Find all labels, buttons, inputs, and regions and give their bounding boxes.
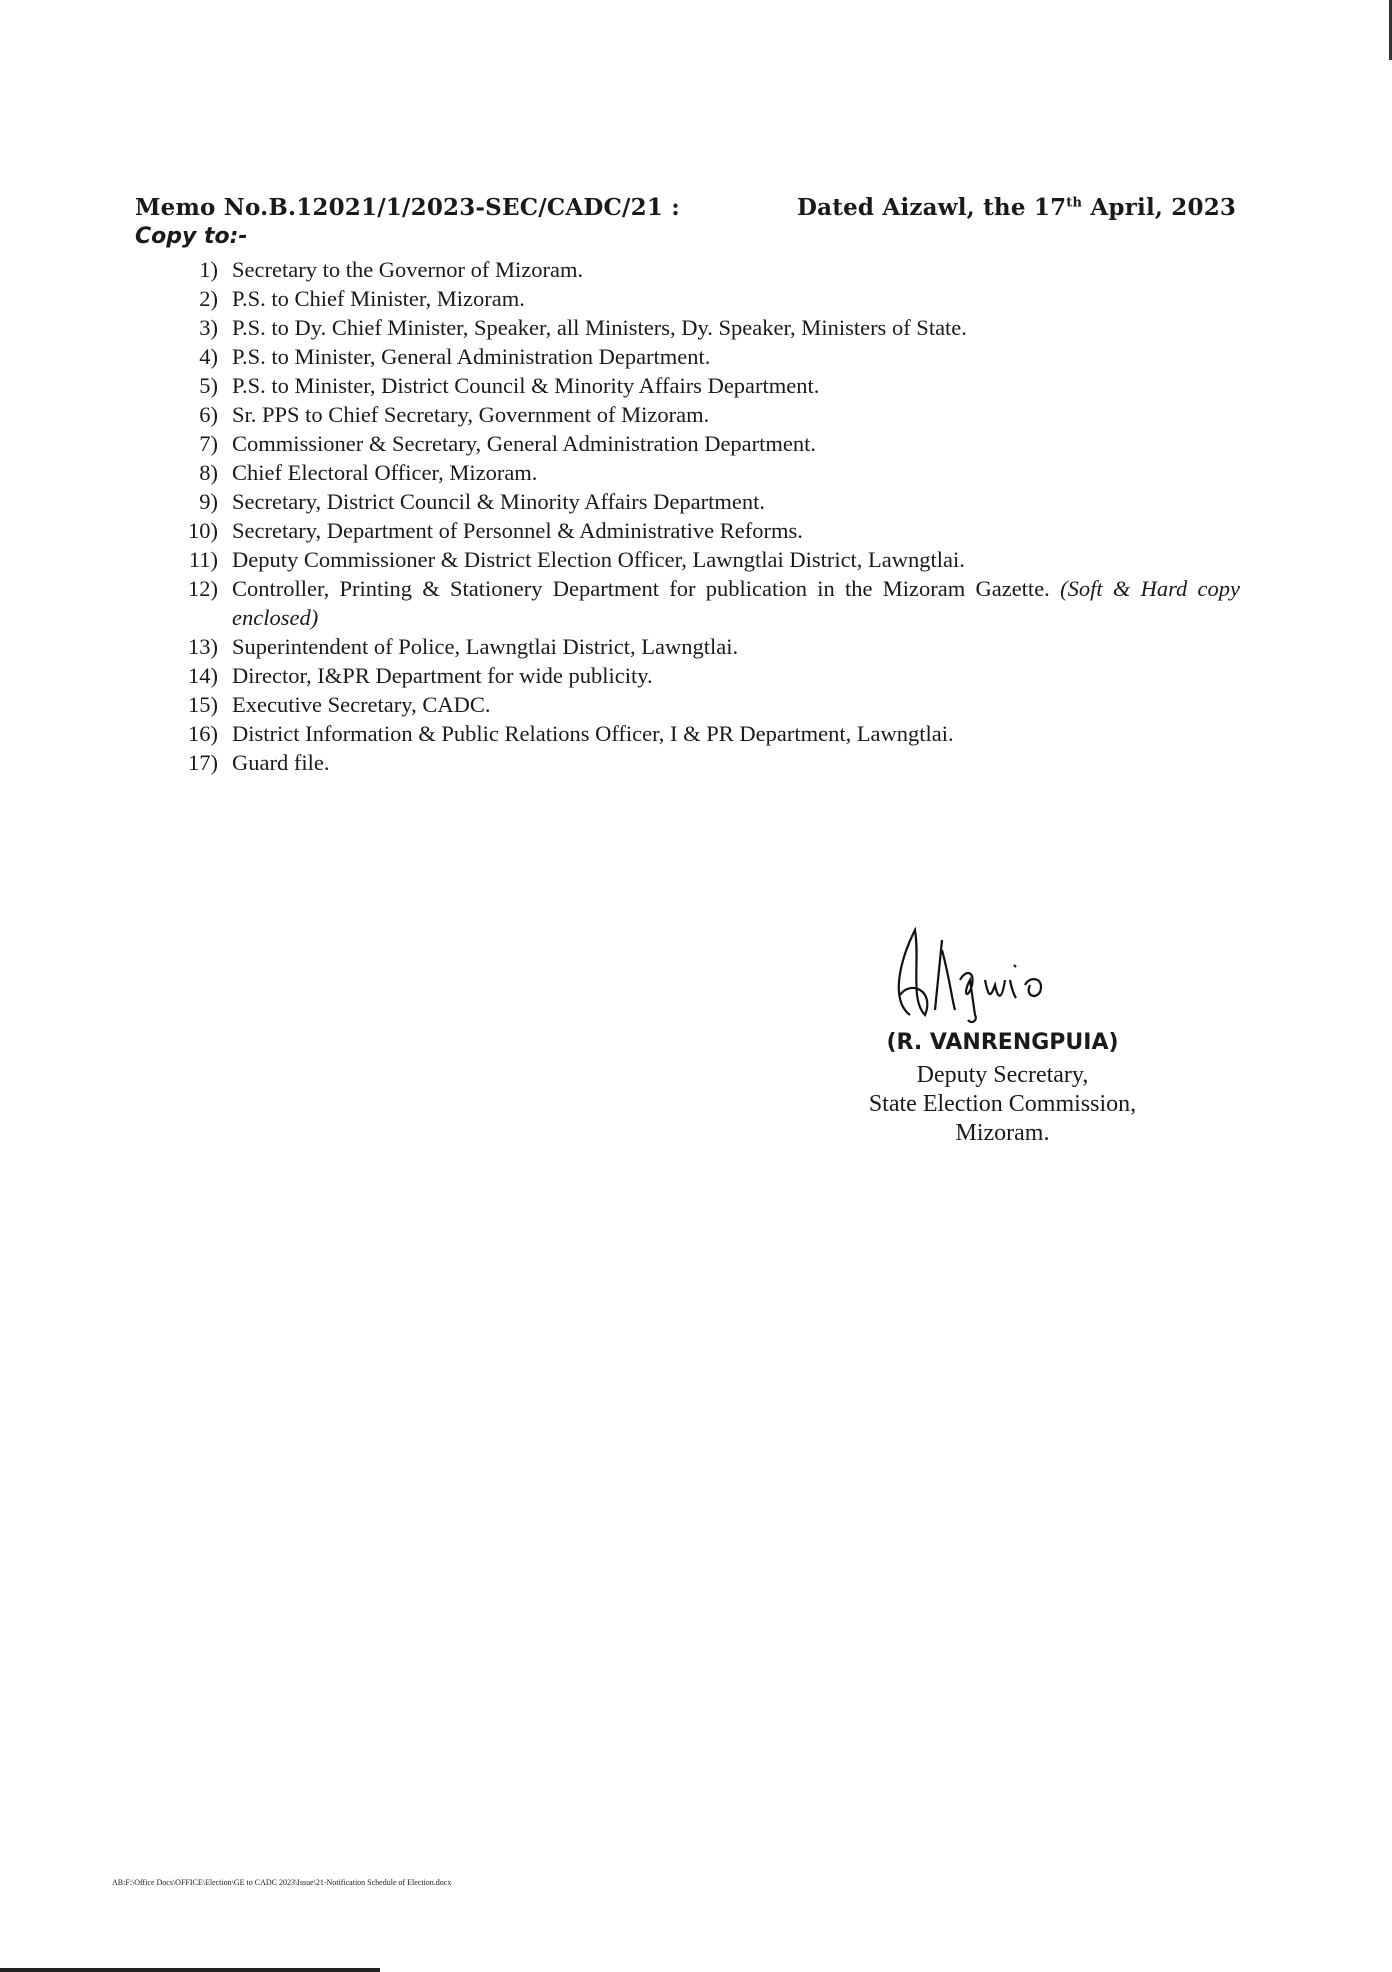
item-text [232, 516, 1240, 545]
signatory-place: Mizoram. [955, 1120, 1050, 1146]
item-text-main: Chief Electoral Officer, Mizoram. [232, 460, 538, 485]
signatory-office: State Election Commission, [868, 1091, 1137, 1117]
item-number: 9) [199, 489, 218, 514]
item-number: 13) [188, 634, 218, 659]
copy-to-list [160, 255, 1240, 777]
item-text [232, 255, 1240, 284]
item-number: 14) [188, 663, 218, 688]
list-item [160, 719, 1240, 748]
item-text-main: Superintendent of Police, Lawngtlai District, Lawngtlai. [232, 634, 739, 659]
item-text [232, 400, 1240, 429]
item-text [232, 313, 1240, 342]
item-text [232, 574, 1240, 632]
item-text-main: Controller, Printing & Stationery Department for publication in the Mizoram Gazette. [232, 576, 1061, 601]
item-number: 6) [199, 402, 218, 427]
item-number: 12) [188, 576, 218, 601]
item-number: 7) [199, 431, 218, 456]
list-item [160, 458, 1240, 487]
item-text [232, 690, 1240, 719]
list-item [160, 632, 1240, 661]
list-item [160, 487, 1240, 516]
date-prefix: Dated Aizawl, the 17 [797, 194, 1067, 221]
list-item [160, 516, 1240, 545]
item-number: 11) [188, 547, 218, 572]
list-item [160, 748, 1240, 777]
date-sup: th [1066, 195, 1083, 211]
item-text-main: P.S. to Dy. Chief Minister, Speaker, all Ministers, Dy. Speaker, Ministers of State. [232, 315, 967, 340]
item-text [232, 342, 1240, 371]
item-number: 17) [188, 750, 218, 775]
list-item [160, 545, 1240, 574]
item-text-main: Sr. PPS to Chief Secretary, Government of Mizoram. [232, 402, 710, 427]
memo-number: Memo No.B.12021/1/2023-SEC/CADC/21 : [135, 194, 680, 221]
item-number: 4) [199, 344, 218, 369]
item-text [232, 719, 1240, 748]
item-text-main: Director, I&PR Department for wide publicity. [232, 663, 653, 688]
item-text [232, 487, 1240, 516]
item-text [232, 661, 1240, 690]
item-text-main: Commissioner & Secretary, General Administration Department. [232, 431, 817, 456]
date-suffix: April, 2023 [1082, 194, 1237, 221]
item-text-main: P.S. to Minister, General Administration Department. [232, 344, 711, 369]
item-number: 5) [199, 373, 218, 398]
item-number: 8) [199, 460, 218, 485]
item-text [232, 458, 1240, 487]
item-text-main: P.S. to Minister, District Council & Minority Affairs Department. [232, 373, 820, 398]
item-text [232, 748, 1240, 777]
item-number: 15) [188, 692, 218, 717]
list-item [160, 284, 1240, 313]
item-text-main: Guard file. [232, 750, 330, 775]
item-text-main: P.S. to Chief Minister, Mizoram. [232, 286, 525, 311]
item-text [232, 545, 1240, 574]
item-text-main: Secretary, Department of Personnel & Administrative Reforms. [232, 518, 803, 543]
scan-edge-bottom [0, 1968, 380, 1972]
signatory-name: (R. VANRENGPUIA) [886, 1030, 1119, 1055]
item-text-main: Secretary, District Council & Minority Affairs Department. [232, 489, 766, 514]
item-text [232, 371, 1240, 400]
memo-date [797, 194, 1236, 221]
item-note: (Soft & Hard copy enclosed) [232, 576, 1241, 630]
copy-to-heading: Copy to:- [135, 224, 248, 249]
item-text-main: Secretary to the Governor of Mizoram. [232, 257, 584, 282]
list-item [160, 400, 1240, 429]
list-item [160, 429, 1240, 458]
item-number: 16) [188, 721, 218, 746]
list-item [160, 342, 1240, 371]
signature [880, 920, 1120, 1030]
file-path-footer: AB:F:\Office Docs\OFFICE\Election\GE to CADC 2023\Issue\21-Notification Schedule of Election.docx [112, 1878, 452, 1887]
list-item [160, 690, 1240, 719]
item-number: 2) [199, 286, 218, 311]
list-item [160, 255, 1240, 284]
list-item [160, 574, 1240, 632]
item-text [232, 632, 1240, 661]
list-item [160, 313, 1240, 342]
item-text-main: District Information & Public Relations Officer, I & PR Department, Lawngtlai. [232, 721, 954, 746]
item-number: 1) [199, 257, 218, 282]
item-text-main: Executive Secretary, CADC. [232, 692, 491, 717]
item-text [232, 429, 1240, 458]
signatory-designation: Deputy Secretary, [916, 1062, 1089, 1088]
item-text [232, 284, 1240, 313]
item-number: 10) [188, 518, 218, 543]
list-item [160, 371, 1240, 400]
item-number: 3) [199, 315, 218, 340]
item-text-main: Deputy Commissioner & District Election Officer, Lawngtlai District, Lawngtlai. [232, 547, 965, 572]
list-item [160, 661, 1240, 690]
